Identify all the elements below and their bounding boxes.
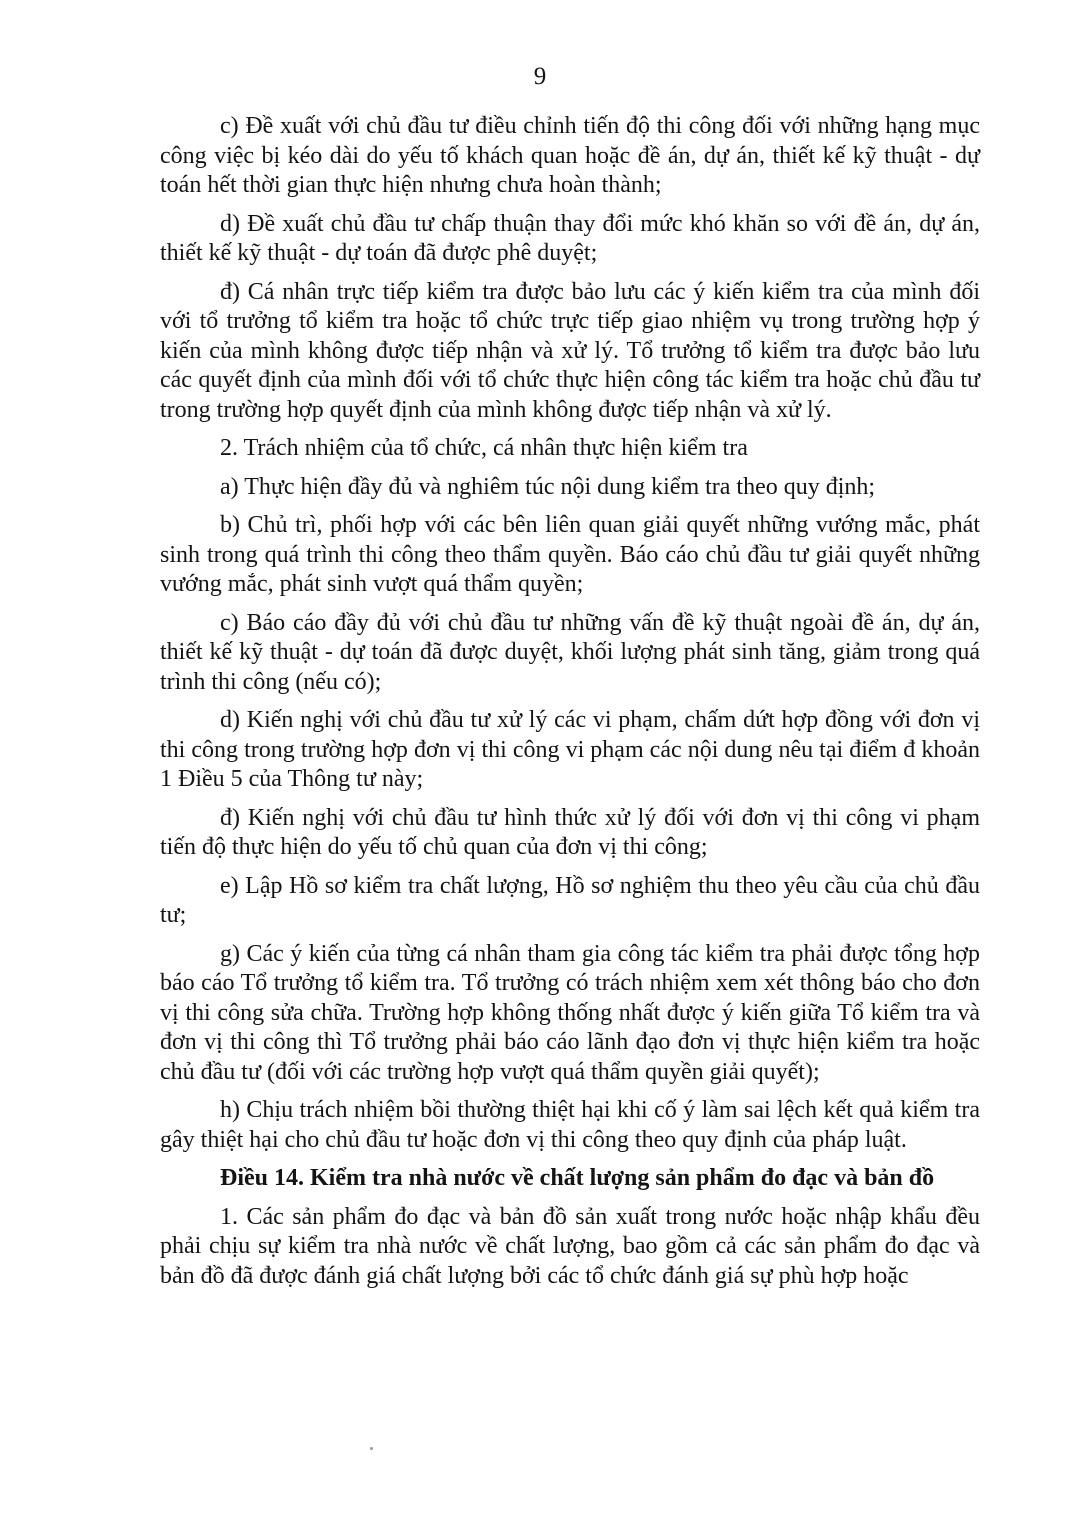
paragraph-dd-reserve-opinions: đ) Cá nhân trực tiếp kiểm tra được bảo lưu các ý kiến kiểm tra của mình đối với tổ trưởng tổ kiểm tra hoặc tổ chức trực tiếp giao nhiệm vụ trong trường hợp ý kiến của mình không được tiếp nhận và xử lý. Tổ trưởng tổ kiểm tra được bảo lưu các quyết định của mình đối với tổ chức thực hiện công tác kiểm tra hoặc chủ đầu tư trong trường hợp quyết định của mình không được tiếp nhận và xử lý.	[160, 278, 980, 423]
paragraph-c-propose-schedule: c) Đề xuất với chủ đầu tư điều chỉnh tiến độ thi công đối với những hạng mục công việc bị kéo dài do yếu tố khách quan hoặc đề án, dự án, thiết kế kỹ thuật - dự toán hết thời gian thực hiện nhưng chưa hoàn thành;	[160, 113, 980, 198]
paragraph-d-recommend-violations: d) Kiến nghị với chủ đầu tư xử lý các vi phạm, chấm dứt hợp đồng với đơn vị thi công trong trường hợp đơn vị thi công vi phạm các nội dung nêu tại điểm đ khoản 1 Điều 5 của Thông tư này;	[160, 707, 980, 792]
section-2-responsibilities: 2. Trách nhiệm của tổ chức, cá nhân thực hiện kiểm tra	[220, 435, 748, 461]
article-14-clause-1: 1. Các sản phẩm đo đạc và bản đồ sản xuất trong nước hoặc nhập khẩu đều phải chịu sự kiểm tra nhà nước về chất lượng, bao gồm cả các sản phẩm đo đạc và bản đồ đã được đánh giá chất lượng bởi các tổ chức đánh giá sự phù hợp hoặc	[160, 1203, 980, 1289]
paragraph-e-quality-records: e) Lập Hồ sơ kiểm tra chất lượng, Hồ sơ nghiệm thu theo yêu cầu của chủ đầu tư;	[160, 872, 980, 928]
paragraph-c-report-issues: c) Báo cáo đầy đủ với chủ đầu tư những vấn đề kỹ thuật ngoài đề án, dự án, thiết kế kỹ thuật - dự toán đã được duyệt, khối lượng phát sinh tăng, giảm trong quá trình thi công (nếu có);	[160, 609, 980, 695]
document-body	[160, 112, 980, 1300]
scan-speck	[370, 1447, 373, 1450]
paragraph-g-opinions: g) Các ý kiến của từng cá nhân tham gia công tác kiểm tra phải được tổng hợp báo cáo Tổ trưởng tổ kiểm tra. Tổ trưởng có trách nhiệm xem xét thông báo cho đơn vị thi công sửa chữa. Trường hợp không thống nhất được ý kiến giữa Tổ kiểm tra và đơn vị thi công thì Tổ trưởng phải báo cáo lãnh đạo đơn vị thực hiện kiểm tra hoặc chủ đầu tư (đối với các trường hợp vượt quá thẩm quyền giải quyết);	[160, 940, 980, 1085]
paragraph-dd-recommend-delay: đ) Kiến nghị với chủ đầu tư hình thức xử lý đối với đơn vị thi công vi phạm tiến độ thực hiện do yếu tố chủ quan của đơn vị thi công;	[160, 804, 980, 860]
page-number: 9	[533, 63, 547, 90]
paragraph-b-coordinate: b) Chủ trì, phối hợp với các bên liên quan giải quyết những vướng mắc, phát sinh trong quá trình thi công theo thẩm quyền. Báo cáo chủ đầu tư giải quyết những vướng mắc, phát sinh vượt quá thẩm quyền;	[160, 512, 980, 597]
paragraph-d-propose-difficulty: d) Đề xuất chủ đầu tư chấp thuận thay đổi mức khó khăn so với đề án, dự án, thiết kế kỹ thuật - dự toán đã được phê duyệt;	[160, 210, 980, 266]
paragraph-a-perform-inspection: a) Thực hiện đầy đủ và nghiêm túc nội dung kiểm tra theo quy định;	[220, 473, 876, 500]
article-14-heading: Điều 14. Kiểm tra nhà nước về chất lượng sản phẩm đo đạc và bản đồ	[220, 1165, 935, 1191]
paragraph-h-compensation: h) Chịu trách nhiệm bồi thường thiệt hại khi cố ý làm sai lệch kết quả kiểm tra gây thiệt hại cho chủ đầu tư hoặc đơn vị thi công theo quy định của pháp luật.	[160, 1097, 980, 1153]
